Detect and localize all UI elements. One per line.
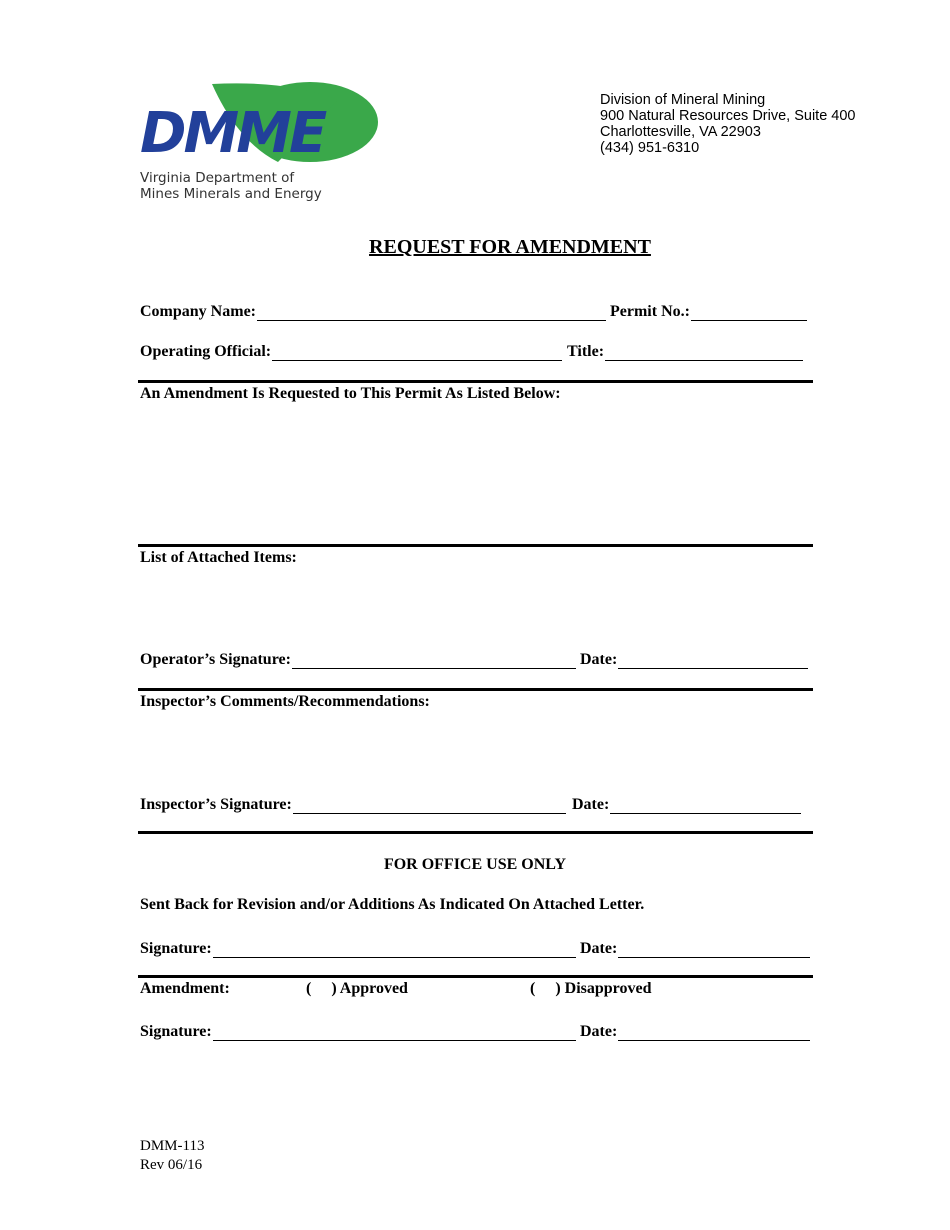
address-block — [600, 92, 856, 156]
amendment-label: Amendment: — [140, 980, 230, 997]
inspector-comments-area[interactable] — [138, 714, 813, 784]
form-revision: Rev 06/16 — [140, 1157, 203, 1173]
disapproved-checkbox[interactable]: ( ) Disapproved — [530, 980, 652, 997]
inspector-signature-field[interactable] — [140, 792, 566, 814]
office-date-field-1[interactable] — [580, 936, 810, 958]
operating-official-label: Operating Official: — [140, 343, 272, 360]
form-title: REQUEST FOR AMENDMENT — [369, 236, 651, 258]
form-footer — [140, 1137, 204, 1175]
permit-no-label: Permit No.: — [610, 303, 690, 320]
office-signature-label-1: Signature: — [140, 940, 212, 957]
address-line1: Division of Mineral Mining — [600, 92, 766, 108]
logo-line2: Mines Minerals and Energy — [140, 186, 322, 202]
dmme-logo-mark — [138, 82, 383, 162]
approved-checkbox[interactable]: ( ) Approved — [306, 980, 408, 997]
inspector-signature-label: Inspector’s Signature: — [140, 796, 292, 813]
office-date-field-2[interactable] — [580, 1019, 810, 1041]
operator-signature-label: Operator’s Signature: — [140, 651, 291, 668]
amendment-requested-area[interactable] — [138, 405, 813, 540]
office-date-label-2: Date: — [580, 1023, 618, 1040]
office-use-heading: FOR OFFICE USE ONLY — [383, 856, 567, 873]
sent-back-label: Sent Back for Revision and/or Additions As Indicated On Attached Letter. — [140, 896, 645, 913]
logo-line1: Virginia Department of — [140, 170, 295, 186]
divider-1 — [138, 380, 813, 383]
divider-5 — [138, 975, 813, 978]
office-signature-field-1[interactable] — [140, 936, 576, 958]
attached-items-area[interactable] — [138, 570, 813, 640]
permit-no-field[interactable] — [610, 299, 807, 321]
divider-4 — [138, 831, 813, 834]
amendment-requested-label: An Amendment Is Requested to This Permit As Listed Below: — [140, 385, 561, 402]
office-signature-field-2[interactable] — [140, 1019, 576, 1041]
operator-signature-field[interactable] — [140, 647, 576, 669]
address-line4: (434) 951-6310 — [600, 140, 700, 156]
address-line3: Charlottesville, VA 22903 — [600, 124, 761, 140]
title-label: Title: — [567, 343, 605, 360]
company-name-label: Company Name: — [140, 303, 256, 320]
divider-2 — [138, 544, 813, 547]
title-field[interactable] — [567, 339, 803, 361]
form-number: DMM-113 — [140, 1138, 205, 1154]
divider-3 — [138, 688, 813, 691]
dmme-logo — [138, 82, 383, 207]
address-line2: 900 Natural Resources Drive, Suite 400 — [600, 108, 856, 124]
operator-date-label: Date: — [580, 651, 618, 668]
office-date-label-1: Date: — [580, 940, 618, 957]
operator-date-field[interactable] — [580, 647, 808, 669]
logo-letters: DMME — [140, 101, 325, 162]
operating-official-field[interactable] — [140, 339, 562, 361]
inspector-date-field[interactable] — [572, 792, 801, 814]
attached-items-label: List of Attached Items: — [140, 549, 297, 566]
company-name-field[interactable] — [140, 299, 606, 321]
office-signature-label-2: Signature: — [140, 1023, 212, 1040]
inspector-date-label: Date: — [572, 796, 610, 813]
inspector-comments-label: Inspector’s Comments/Recommendations: — [140, 693, 430, 710]
